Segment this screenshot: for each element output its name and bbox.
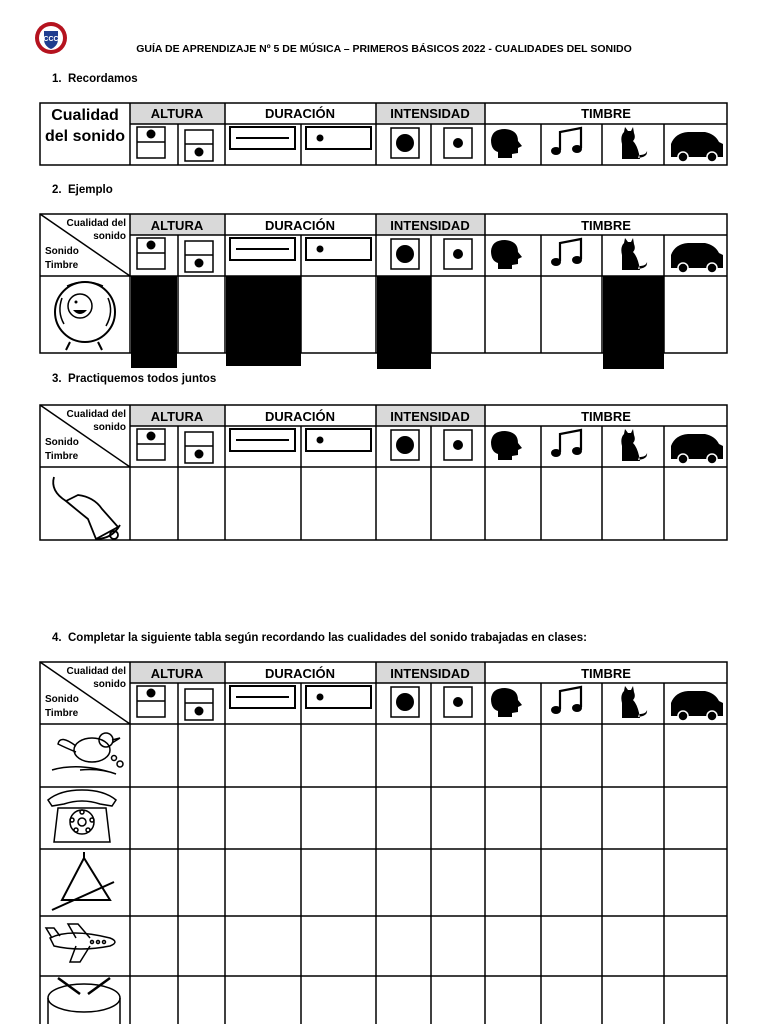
high-pitch-icon (137, 429, 165, 460)
low-pitch-icon (185, 689, 213, 720)
corner-label-bottom-line2: Timbre (45, 260, 79, 271)
cat-icon (621, 238, 647, 270)
section-3-heading: 3. Practiquemos todos juntos (52, 373, 217, 385)
corner-label-bottom-line2: Timbre (45, 451, 79, 462)
example-fill-duracion (226, 276, 301, 366)
high-pitch-icon (137, 127, 165, 158)
cat-icon (621, 686, 647, 718)
header-intensidad: INTENSIDAD (390, 666, 470, 681)
header-altura: ALTURA (150, 409, 204, 424)
header-duracion: DURACIÓN (264, 666, 336, 681)
corner-label-bottom-line1: Sonido (45, 694, 79, 705)
low-pitch-icon (185, 241, 213, 272)
soft-intensity-icon (444, 687, 472, 717)
section-2-heading: 2. Ejemplo (52, 184, 113, 196)
header-timbre: TIMBRE (581, 218, 631, 233)
triangle-instrument-icon (52, 852, 114, 910)
loud-intensity-icon (391, 128, 419, 158)
bell-icon (53, 477, 120, 539)
corner-label-top-line2: sonido (93, 679, 126, 690)
header-intensidad: INTENSIDAD (390, 218, 470, 233)
svg-text:CCC: CCC (43, 36, 59, 43)
drum-icon (48, 978, 120, 1024)
human-head-icon (491, 129, 522, 158)
long-duration-icon (230, 429, 295, 451)
car-icon (671, 434, 723, 464)
cat-icon (621, 429, 647, 461)
header-timbre: TIMBRE (581, 666, 631, 681)
header-intensidad: INTENSIDAD (390, 409, 470, 424)
telephone-icon (48, 790, 116, 842)
high-pitch-icon (137, 686, 165, 717)
corner-label-top-line2: sonido (93, 231, 126, 242)
table-recordamos (40, 103, 730, 167)
example-fill-altura (131, 276, 177, 368)
table-completar (40, 662, 730, 1024)
short-duration-icon (306, 127, 371, 149)
car-icon (671, 132, 723, 162)
document-title: GUÍA DE APRENDIZAJE Nº 5 DE MÚSICA – PRIMEROS BÁSICOS 2022 - CUALIDADES DEL SONIDO (136, 43, 632, 55)
high-pitch-icon (137, 238, 165, 269)
corner-label-top-line1: Cualidad del (66, 409, 126, 420)
corner-label-top-line2: sonido (93, 422, 126, 433)
cat-icon (621, 127, 647, 159)
corner-label-bottom-line1: Sonido (45, 437, 79, 448)
corner-label-top-line1: Cualidad del (66, 666, 126, 677)
quality-label-line1: Cualidad (51, 107, 119, 124)
airplane-icon (46, 924, 115, 962)
music-note-icon (551, 687, 582, 714)
short-duration-icon (306, 429, 371, 451)
long-duration-icon (230, 686, 295, 708)
example-fill-timbre (603, 276, 664, 369)
corner-label-bottom-line1: Sonido (45, 246, 79, 257)
table-practiquemos (40, 405, 730, 543)
loud-intensity-icon (391, 687, 419, 717)
short-duration-icon (306, 686, 371, 708)
lion-icon (55, 282, 115, 350)
header-duracion: DURACIÓN (264, 218, 336, 233)
human-head-icon (491, 240, 522, 269)
corner-label-bottom-line2: Timbre (45, 708, 79, 719)
table-ejemplo (40, 214, 730, 372)
header-altura: ALTURA (150, 106, 204, 121)
low-pitch-icon (185, 130, 213, 161)
example-fill-intensidad (377, 276, 431, 369)
low-pitch-icon (185, 432, 213, 463)
human-head-icon (491, 431, 522, 460)
music-note-icon (551, 430, 582, 457)
header-altura: ALTURA (150, 218, 204, 233)
section-4-heading: 4. Completar la siguiente tabla según recordando las cualidades del sonido trabajadas en clases: (52, 632, 587, 644)
bird-icon (52, 733, 123, 774)
soft-intensity-icon (444, 128, 472, 158)
header-duracion: DURACIÓN (264, 106, 336, 121)
human-head-icon (491, 688, 522, 717)
header-altura: ALTURA (150, 666, 204, 681)
soft-intensity-icon (444, 430, 472, 460)
loud-intensity-icon (391, 239, 419, 269)
music-note-icon (551, 239, 582, 266)
section-1-heading: 1. Recordamos (52, 73, 138, 85)
header-timbre: TIMBRE (581, 106, 631, 121)
music-note-icon (551, 128, 582, 155)
car-icon (671, 691, 723, 721)
soft-intensity-icon (444, 239, 472, 269)
header-duracion: DURACIÓN (264, 409, 336, 424)
car-icon (671, 243, 723, 273)
corner-label-top-line1: Cualidad del (66, 218, 126, 229)
loud-intensity-icon (391, 430, 419, 460)
short-duration-icon (306, 238, 371, 260)
long-duration-icon (230, 238, 295, 260)
header-timbre: TIMBRE (581, 409, 631, 424)
quality-label-line2: del sonido (45, 128, 125, 145)
header-intensidad: INTENSIDAD (390, 106, 470, 121)
long-duration-icon (230, 127, 295, 149)
